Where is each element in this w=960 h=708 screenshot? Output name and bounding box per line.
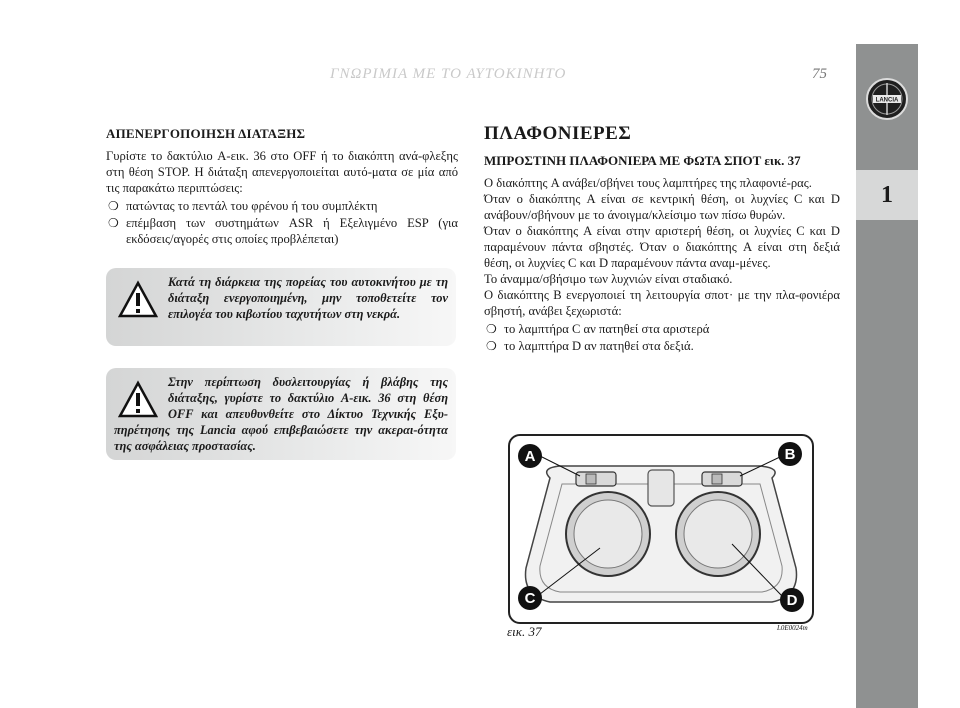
paragraph: Όταν ο διακόπτης A είναι στην αριστερή θέση, οι λυχνίες C και D παραμένουν πάντα σβηστές. Όταν ο διακόπτης A είναι στη δεξιά θέση, οι λυχνίες C και D παραμένουν πάντα αναμ-μένες. — [484, 224, 840, 270]
label-c: C — [524, 590, 536, 607]
condition-list — [106, 198, 458, 247]
list-item: ❍ το λαμπτήρα D αν πατηθεί στα δεξιά. — [486, 339, 694, 353]
paragraph: Ο διακόπτης B ενεργοποιεί τη λειτουργία σποτ· με την πλα-φονιέρα σβηστή, ανάβει ξεχωριστά: — [484, 288, 840, 318]
warning-text: Κατά τη διάρκεια της πορείας του αυτοκινήτου με τη διάταξη ενεργοποιημένη, μην τοποθετείτε τον επιλογέα του κιβωτίου ταχυτήτων στη νεκρά. — [168, 275, 448, 321]
header-title: ΓΝΩΡΙΜΙΑ ΜΕ ΤΟ ΑΥΤΟΚΙΝΗΤΟ — [330, 66, 567, 82]
section-heading: ΠΛΑΦΟΝΙΕΡΕΣ — [484, 123, 632, 144]
figure-37 — [508, 434, 814, 624]
ceiling-light-illustration — [510, 436, 812, 622]
paragraph: Όταν ο διακόπτης A είναι σε κεντρική θέση, οι λυχνίες C και D ανάβουν/σβήνουν με το άνοιγμα/κλείσιμο των πίσω θυρών. — [484, 192, 840, 222]
intro-paragraph: Γυρίστε το δακτύλιο A-εικ. 36 στο OFF ή το διακόπτη ανά-φλεξης στη θέση STOP. Η διάταξη απενεργοποιείται αυτό-ματα σε μία από τις παρακάτω περιπτώσεις: — [106, 149, 458, 195]
figure-caption: εικ. 37 — [507, 624, 542, 639]
lancia-logo — [856, 70, 918, 128]
list-item: ❍ πατώντας το πεντάλ του φρένου ή του συμπλέκτη — [108, 199, 378, 213]
section-heading: ΑΠΕΝΕΡΓΟΠΟΙΗΣΗ ΔΙΑΤΑΞΗΣ — [106, 126, 306, 141]
warning-triangle-icon — [118, 280, 158, 320]
spot-list — [484, 321, 840, 354]
paragraph: Το άναμμα/σβήσιμο των λυχνιών είναι σταδιακό. — [484, 272, 733, 286]
label-d: D — [786, 592, 798, 609]
list-item: ❍ επέμβαση των συστημάτων ASR ή Εξελιγμένο ESP (για εκδόσεις/αγορές στις οποίες προβλέπεται) — [108, 216, 458, 246]
figure-code: L0E0024m — [777, 624, 808, 632]
warning-box — [106, 268, 456, 346]
right-column — [484, 123, 840, 355]
left-column — [106, 126, 458, 248]
warning-box — [106, 368, 456, 460]
label-b: B — [784, 446, 796, 463]
chapter-sidebar — [856, 44, 918, 708]
page-number: 75 — [812, 66, 827, 82]
paragraph: Ο διακόπτης A ανάβει/σβήνει τους λαμπτήρες της πλαφονιέ-ρας. — [484, 176, 812, 190]
chapter-number: 1 — [856, 170, 918, 220]
warning-text: Στην περίπτωση δυσλειτουργίας ή βλάβης της διάταξης, γυρίστε το δακτύλιο A-εικ. 36 στη θέση OFF και απευθυνθείτε στο Δίκτυο Τεχνικής Εξυ-πηρέτησης της Lancia αφού επιβεβαιώσετε την ακεραι-ότητα της ασφάλειας προστασίας. — [114, 375, 448, 453]
label-a: A — [524, 448, 536, 465]
subsection-heading: ΜΠΡΟΣΤΙΝΗ ΠΛΑΦΟΝΙΕΡΑ ΜΕ ΦΩΤΑ ΣΠΟΤ εικ. 37 — [484, 153, 801, 168]
list-item: ❍ το λαμπτήρα C αν πατηθεί στα αριστερά — [486, 322, 710, 336]
svg-text:LANCIA: LANCIA — [875, 97, 899, 104]
warning-triangle-icon — [118, 380, 158, 420]
